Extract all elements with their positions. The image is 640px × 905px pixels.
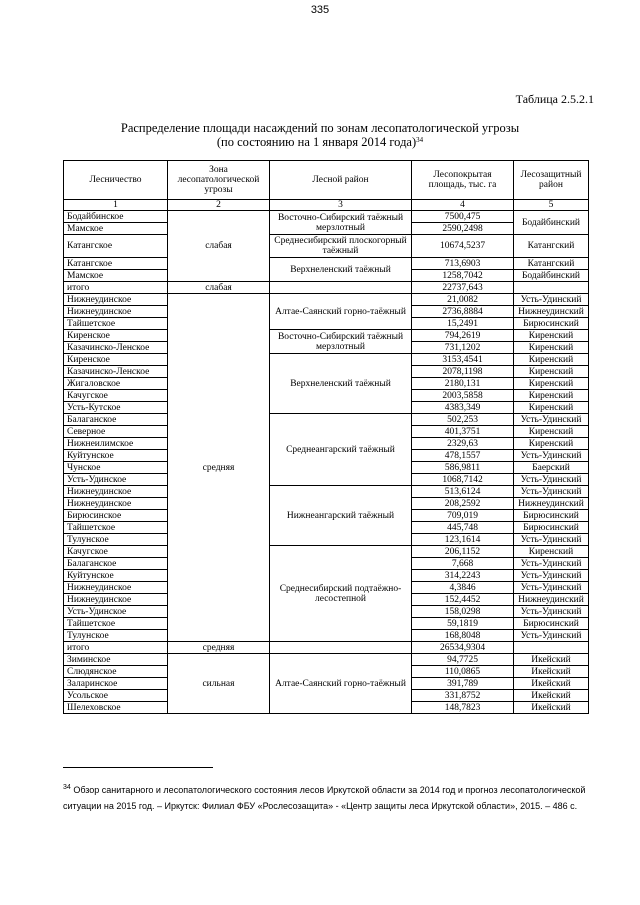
total-row <box>64 282 589 294</box>
cell-protection: Усть-Удинский <box>514 606 589 618</box>
cell-zone: слабая <box>168 211 270 282</box>
cell-protection: Баерский <box>514 462 589 474</box>
cell-forestry: Нижнеилимское <box>64 438 168 450</box>
cell-district: Алтае-Саянский горно-таёжный <box>270 294 412 330</box>
cell-area: 331,8752 <box>412 690 514 702</box>
cell-area: 152,4452 <box>412 594 514 606</box>
cell-zone: слабая <box>168 282 270 294</box>
cell-forestry: Нижнеудинское <box>64 294 168 306</box>
cell-area: 110,0865 <box>412 666 514 678</box>
column-number: 3 <box>270 200 412 211</box>
cell-area: 148,7823 <box>412 702 514 714</box>
cell-forestry: Мамское <box>64 223 168 235</box>
table-row <box>64 330 589 342</box>
forest-threat-table-container <box>63 160 588 714</box>
cell-protection: Усть-Удинский <box>514 414 589 426</box>
cell-district: Восточно-Сибирский таёжный мерзлотный <box>270 211 412 235</box>
cell-area: 586,9811 <box>412 462 514 474</box>
cell-district <box>270 642 412 654</box>
cell-district: Нижнеангарский таёжный <box>270 486 412 546</box>
cell-forestry: Нижнеудинское <box>64 582 168 594</box>
cell-protection: Усть-Удинский <box>514 630 589 642</box>
cell-protection: Киренский <box>514 438 589 450</box>
table-row <box>64 654 589 666</box>
cell-protection: Усть-Удинский <box>514 570 589 582</box>
cell-protection: Киренский <box>514 402 589 414</box>
table-label: Таблица 2.5.2.1 <box>515 92 594 106</box>
cell-protection: Киренский <box>514 390 589 402</box>
cell-area: 502,253 <box>412 414 514 426</box>
cell-area: 4,3846 <box>412 582 514 594</box>
cell-forestry: Зиминское <box>64 654 168 666</box>
cell-protection: Усть-Удинский <box>514 486 589 498</box>
cell-district: Алтае-Саянский горно-таёжный <box>270 654 412 714</box>
cell-protection: Киренский <box>514 546 589 558</box>
cell-protection: Икейский <box>514 702 589 714</box>
header-forestry: Лесничество <box>64 161 168 200</box>
cell-protection: Бирюсинский <box>514 318 589 330</box>
cell-protection: Киренский <box>514 342 589 354</box>
cell-forestry: Нижнеудинское <box>64 306 168 318</box>
cell-area: 794,2619 <box>412 330 514 342</box>
cell-forestry: Усольское <box>64 690 168 702</box>
title-line-1: Распределение площади насаждений по зонам лесопатологической угрозы <box>120 121 520 135</box>
cell-area: 2329,63 <box>412 438 514 450</box>
total-row <box>64 642 589 654</box>
cell-protection: Икейский <box>514 666 589 678</box>
cell-protection: Бодайбинский <box>514 270 589 282</box>
cell-forestry: Нижнеудинское <box>64 594 168 606</box>
cell-protection: Усть-Удинский <box>514 294 589 306</box>
cell-area: 7,668 <box>412 558 514 570</box>
cell-area: 478,1557 <box>412 450 514 462</box>
cell-protection: Нижнеудинский <box>514 594 589 606</box>
cell-district <box>270 282 412 294</box>
table-row <box>64 354 589 366</box>
table-row <box>64 294 589 306</box>
cell-protection: Усть-Удинский <box>514 450 589 462</box>
cell-area: 59,1819 <box>412 618 514 630</box>
column-number: 1 <box>64 200 168 211</box>
cell-area: 208,2592 <box>412 498 514 510</box>
footnote-divider <box>63 767 213 768</box>
cell-forestry: Тулунское <box>64 630 168 642</box>
cell-protection: Киренский <box>514 366 589 378</box>
cell-area: 123,1614 <box>412 534 514 546</box>
column-number: 4 <box>412 200 514 211</box>
cell-protection: Икейский <box>514 678 589 690</box>
cell-area: 2736,8884 <box>412 306 514 318</box>
cell-forestry: Киренское <box>64 330 168 342</box>
cell-area: 4383,349 <box>412 402 514 414</box>
cell-area: 1258,7042 <box>412 270 514 282</box>
cell-area: 158,0298 <box>412 606 514 618</box>
cell-forestry: Катангское <box>64 235 168 258</box>
cell-area: 206,1152 <box>412 546 514 558</box>
cell-protection: Бирюсинский <box>514 510 589 522</box>
cell-district: Восточно-Сибирский таёжный мерзлотный <box>270 330 412 354</box>
cell-zone: средняя <box>168 642 270 654</box>
cell-forestry: Северное <box>64 426 168 438</box>
header-zone: Зона лесопатологической угрозы <box>168 161 270 200</box>
cell-forestry: Киренское <box>64 354 168 366</box>
cell-area: 168,8048 <box>412 630 514 642</box>
cell-area: 21,0082 <box>412 294 514 306</box>
cell-protection: Киренский <box>514 378 589 390</box>
cell-forestry: Жигаловское <box>64 378 168 390</box>
cell-forestry: Качугское <box>64 546 168 558</box>
cell-district: Среднесибирский подтаёжно-лесостепной <box>270 546 412 642</box>
cell-area: 3153,4541 <box>412 354 514 366</box>
cell-area: 94,7725 <box>412 654 514 666</box>
cell-area: 709,019 <box>412 510 514 522</box>
table-row <box>64 258 589 270</box>
cell-forestry: Куйтунское <box>64 450 168 462</box>
header-area: Лесопокрытая площадь, тыс. га <box>412 161 514 200</box>
cell-protection: Киренский <box>514 426 589 438</box>
forest-threat-table <box>63 160 589 714</box>
cell-forestry: Чунское <box>64 462 168 474</box>
cell-area: 1068,7142 <box>412 474 514 486</box>
cell-district: Верхнеленский таёжный <box>270 354 412 414</box>
cell-district: Среднесибирский плоскогорный таёжный <box>270 235 412 258</box>
cell-area: 15,2491 <box>412 318 514 330</box>
header-district: Лесной район <box>270 161 412 200</box>
cell-forestry: Качугское <box>64 390 168 402</box>
cell-forestry: Бирюсинское <box>64 510 168 522</box>
column-number: 5 <box>514 200 589 211</box>
cell-protection: Усть-Удинский <box>514 534 589 546</box>
header-protection: Лесозащитный район <box>514 161 589 200</box>
cell-protection: Бодайбинский <box>514 211 589 235</box>
cell-forestry: Казачинско-Ленское <box>64 342 168 354</box>
cell-protection: Киренский <box>514 354 589 366</box>
table-row <box>64 211 589 223</box>
cell-forestry: Мамское <box>64 270 168 282</box>
cell-area: 445,748 <box>412 522 514 534</box>
cell-forestry: Тайшетское <box>64 618 168 630</box>
footnote-ref: 34 <box>63 784 71 791</box>
title-footnote-ref: 34 <box>416 136 424 144</box>
cell-protection: Усть-Удинский <box>514 582 589 594</box>
cell-protection: Усть-Удинский <box>514 558 589 570</box>
title-line-2 <box>0 135 640 149</box>
cell-area: 2078,1198 <box>412 366 514 378</box>
cell-zone: средняя <box>168 294 270 642</box>
header-row <box>64 161 589 200</box>
cell-area: 26534,9304 <box>412 642 514 654</box>
cell-forestry: Усть-Удинское <box>64 474 168 486</box>
cell-district: Верхнеленский таёжный <box>270 258 412 282</box>
cell-forestry: Бодайбинское <box>64 211 168 223</box>
table-row <box>64 235 589 258</box>
cell-forestry: Куйтунское <box>64 570 168 582</box>
title-line-2-text: (по состоянию на 1 января 2014 года) <box>216 135 417 149</box>
cell-area: 713,6903 <box>412 258 514 270</box>
cell-forestry: Катангское <box>64 258 168 270</box>
column-number-row <box>64 200 589 211</box>
cell-forestry: Тайшетское <box>64 318 168 330</box>
cell-forestry: Нижнеудинское <box>64 498 168 510</box>
cell-forestry: Казачинско-Ленское <box>64 366 168 378</box>
cell-forestry: Усть-Кутское <box>64 402 168 414</box>
cell-forestry: Балаганское <box>64 414 168 426</box>
cell-district: Среднеангарский таёжный <box>270 414 412 486</box>
cell-area: 731,1202 <box>412 342 514 354</box>
cell-area: 513,6124 <box>412 486 514 498</box>
cell-protection: Киренский <box>514 330 589 342</box>
cell-area: 7500,475 <box>412 211 514 223</box>
cell-area: 10674,5237 <box>412 235 514 258</box>
cell-area: 391,789 <box>412 678 514 690</box>
cell-forestry: итого <box>64 642 168 654</box>
cell-protection: Бирюсинский <box>514 522 589 534</box>
cell-protection: Катангский <box>514 235 589 258</box>
cell-forestry: Слюдянское <box>64 666 168 678</box>
cell-forestry: Тулунское <box>64 534 168 546</box>
footnote <box>63 782 593 814</box>
cell-forestry: Заларинское <box>64 678 168 690</box>
cell-protection: Бирюсинский <box>514 618 589 630</box>
cell-area: 2003,5858 <box>412 390 514 402</box>
cell-forestry: Нижнеудинское <box>64 486 168 498</box>
cell-protection: Усть-Удинский <box>514 474 589 486</box>
cell-forestry: итого <box>64 282 168 294</box>
cell-protection: Икейский <box>514 690 589 702</box>
cell-forestry: Шелеховское <box>64 702 168 714</box>
footnote-text: Обзор санитарного и лесопатологического состояния лесов Иркутской области за 2014 год и прогноз лесопатологической ситуации на 2015 год. – Иркутск: Филиал ФБУ «Рослесозащита» - «Центр защиты леса Иркутской области», 2015. – 486 с. <box>63 785 586 811</box>
cell-area: 401,3751 <box>412 426 514 438</box>
column-number: 2 <box>168 200 270 211</box>
cell-protection: Катангский <box>514 258 589 270</box>
cell-protection: Нижнеудинский <box>514 498 589 510</box>
table-title <box>0 121 640 149</box>
cell-protection <box>514 282 589 294</box>
page-number: 335 <box>310 4 330 16</box>
table-row <box>64 414 589 426</box>
cell-area: 22737,643 <box>412 282 514 294</box>
cell-zone: сильная <box>168 654 270 714</box>
table-row <box>64 486 589 498</box>
cell-forestry: Усть-Удинское <box>64 606 168 618</box>
table-row <box>64 546 589 558</box>
cell-protection <box>514 642 589 654</box>
cell-protection: Икейский <box>514 654 589 666</box>
cell-area: 2180,131 <box>412 378 514 390</box>
cell-protection: Нижнеудинский <box>514 306 589 318</box>
cell-forestry: Балаганское <box>64 558 168 570</box>
cell-area: 2590,2498 <box>412 223 514 235</box>
cell-area: 314,2243 <box>412 570 514 582</box>
cell-forestry: Тайшетское <box>64 522 168 534</box>
